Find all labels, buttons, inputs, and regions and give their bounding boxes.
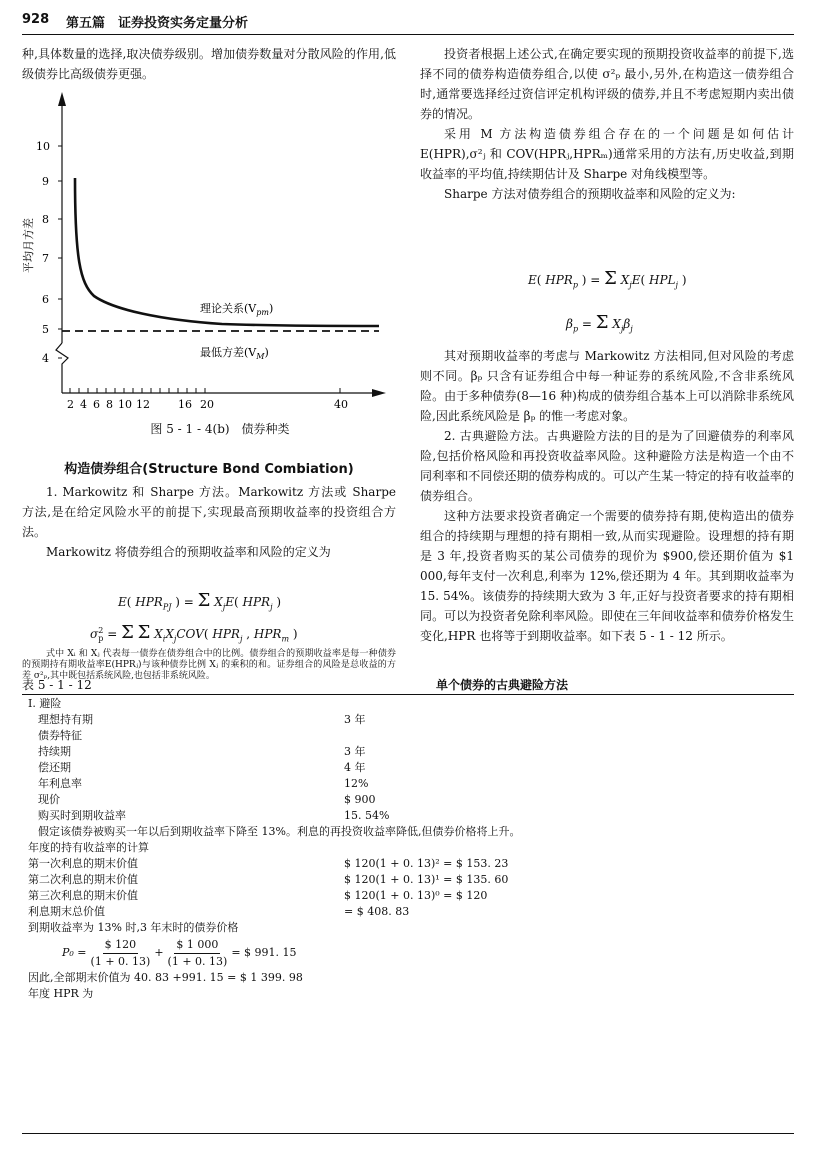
row-label: 持续期 [38, 745, 71, 758]
right-paragraph-3: Sharpe 方法对债券组合的预期收益率和风险的定义为: [444, 187, 736, 201]
formula-sharpe-beta: $\beta_p = \Sigma$ $X_j\beta_j$ [566, 312, 633, 334]
formula-markowitz-return: E( $HPR_{PJ}$ ) = Σ $X_jE$( $HPR_j$ ) [118, 590, 282, 612]
row-value: $ 900 [344, 793, 376, 806]
x-tick-10: 10 [118, 398, 132, 411]
table-bottom-rule [22, 1133, 794, 1134]
x-tick-12: 12 [136, 398, 150, 411]
row-label: 假定该债券被购买一年以后到期收益率下降至 13%。利息的再投资收益率降低,但债券价格将上升。 [38, 825, 521, 838]
table-row [22, 728, 794, 744]
row-value: 3 年 [344, 713, 366, 726]
table-row [22, 840, 794, 856]
table-label: 表 5 - 1 - 12 [22, 678, 92, 692]
left-paragraph-3: 式中 Xᵢ 和 Xⱼ 代表每一债券在债券组合中的比例。债券组合的预期收益率是每一种债券的预期持有期收益率E(HPRⱼ)与该种债券比例 Xⱼ 的乘积的和。证券组合的风险是总收益的方差 σ²ₚ,其中既包括系统风险,也包括非系统风险。 [22, 649, 396, 681]
row-label: 第三次利息的期末价值 [28, 889, 138, 902]
x-tick-16: 16 [178, 398, 192, 411]
table-row [22, 986, 794, 1002]
page-number: 928 [22, 12, 50, 27]
markowitz-def-paragraph: Markowitz 将债券组合的预期收益率和风险的定义为 [46, 545, 331, 559]
table-row [22, 824, 794, 840]
x-tick-4: 4 [80, 398, 87, 411]
right-paragraph-4: 其对预期收益率的考虑与 Markowitz 方法相同,但对风险的考虑则不同。βₚ 只含有证券组合中每一种证券的系统风险,不含非系统风险。由于多种债券(8—16 种)构成的债券组合基本上可以消除非系统风险,因此系统风险是 βₚ 的惟一考虑对象。 [420, 349, 794, 423]
table-row [22, 920, 794, 936]
right-paragraph-1: 投资者根据上述公式,在确定要实现的预期投资收益率的前提下,选择不同的债券构造债券组合,以使 σ²ₚ 最小,另外,在构造这一债券组合时,通常要选择经过资信评定机构评级的债券,并且不考虑短期内卖出债券的情况。 [420, 47, 794, 121]
y-axis-break-icon [56, 343, 68, 393]
left-body [22, 456, 396, 562]
table-row [22, 888, 794, 904]
p0-frac-2: $\frac{\$ 1 000}{(1 + 0. 13)}$ [167, 937, 228, 968]
x-tick-2: 2 [67, 398, 74, 411]
variance-figure [22, 88, 396, 418]
row-label: 到期收益率为 13% 时,3 年末时的债券价格 [28, 921, 239, 934]
y-ticks [36, 140, 62, 365]
table-row [22, 696, 794, 712]
figure-caption: 图 5 - 1 - 4(b) 债券种类 [150, 422, 290, 436]
right-paragraph-5: 2. 古典避险方法。古典避险方法的目的是为了回避债券的利率风险,包括价格风险和再投资收益率风险。这种避险方法是构造一个由不同利率和不同偿还期的债券构成的。可以产生某一特定的持有收益率的债券组合。 [420, 429, 794, 503]
row-value: $ 120(1 + 0. 13)² = $ 153. 23 [344, 857, 509, 870]
y-tick-5: 5 [42, 323, 49, 336]
x-tick-6: 6 [93, 398, 100, 411]
x-tick-8: 8 [106, 398, 113, 411]
table-row [22, 970, 794, 986]
table-row [22, 712, 794, 728]
section-title: 构造债券组合(Structure Bond Combiation) [64, 462, 354, 477]
row-value: = $ 408. 83 [344, 905, 410, 918]
y-axis-arrow-icon [58, 92, 66, 106]
row-label: 年度的持有收益率的计算 [28, 841, 149, 854]
p0-formula: P₀ = $\frac{\$ 120}{(1 + 0. 13)}$ + $\frac{\$ 1 000}{(1 + 0. 13)}$ = $ 991. 15 [62, 937, 297, 968]
row-label: 年度 HPR 为 [28, 987, 94, 1000]
row-value: $ 120(1 + 0. 13)⁰ = $ 120 [344, 889, 488, 902]
row-label: 购买时到期收益率 [38, 809, 126, 822]
row-label: 第二次利息的期末价值 [28, 873, 138, 886]
row-value: $ 120(1 + 0. 13)¹ = $ 135. 60 [344, 873, 509, 886]
y-tick-9: 9 [42, 175, 49, 188]
min-variance-label: 最低方差$(V_M)$ [200, 346, 269, 361]
table-body [22, 696, 794, 1002]
running-header [22, 12, 794, 35]
table-row [22, 792, 794, 808]
row-label: 年利息率 [38, 777, 82, 790]
y-axis-label: 平均月方差 [22, 218, 35, 273]
table-row [22, 808, 794, 824]
row-label: 因此,全部期末价值为 40. 83 +991. 15 = $ 1 399. 98 [28, 971, 303, 984]
right-paragraph-6: 这种方法要求投资者确定一个需要的债券持有期,使构造出的债券组合的持续期与理想的持有期相一致,从而实现避险。设理想的持有期是 3 年,投资者购买的某公司债券的现价为 $900,偿还期价值为 $1 000,每年支付一次利息,利率为 12%,偿还期为 4 年。其到期收益率为 15. 54%。该债券的持续期大致为 3 年,正好与投资者要求的持有期相同。可以为投资者免除利率风险。即使在三年间收益率和债券价格发生变化,HPR 也将等于到期收益率。如下表 5 - 1 - 12 所示。 [420, 509, 794, 643]
row-value: 4 年 [344, 761, 366, 774]
y-tick-10: 10 [36, 140, 50, 153]
row-label: 理想持有期 [38, 713, 93, 726]
table-title: 单个债券的古典避险方法 [435, 678, 568, 692]
y-tick-8: 8 [42, 213, 49, 226]
row-label: 现价 [38, 793, 60, 806]
x-tick-20: 20 [200, 398, 214, 411]
p0-lhs: P₀ = [62, 946, 87, 959]
x-tick-40: 40 [334, 398, 348, 411]
theory-label: 理论关系$(V_{pm})$ [200, 302, 274, 317]
formula-markowitz-risk: $\sigma^2_p = \Sigma$ Σ $X_iX_jCOV$( $HPR_j$ , $HPR_m$ ) [90, 622, 298, 644]
right-top [420, 44, 794, 204]
formula-sharpe-return: E( $HPR_p$ ) = Σ $X_jE$( $HPL_j$ ) [528, 268, 687, 290]
p0-result: = $ 991. 15 [231, 946, 297, 959]
table-row [22, 856, 794, 872]
x-axis-arrow-icon [372, 389, 386, 397]
x-ticks [70, 388, 340, 393]
row-label: 利息期末总价值 [28, 905, 105, 918]
row-label: 第一次利息的期末价值 [28, 857, 138, 870]
y-tick-4: 4 [42, 352, 49, 365]
table-row [22, 776, 794, 792]
left-intro [22, 44, 396, 84]
table-row [22, 904, 794, 920]
row-value: 3 年 [344, 745, 366, 758]
row-value: 12% [344, 777, 369, 790]
right-bottom [420, 346, 794, 646]
table-row [22, 744, 794, 760]
header-title: 第五篇 证券投资实务定量分析 [66, 16, 249, 31]
intro-paragraph: 种,具体数量的选择,取决债券级别。增加债券数量对分散风险的作用,低级债券比高级债券更强。 [22, 47, 396, 81]
row-label: I. 避险 [28, 697, 62, 710]
row-label: 债券特征 [38, 729, 82, 742]
row-value: 15. 54% [344, 809, 390, 822]
row-label: 偿还期 [38, 761, 71, 774]
y-tick-6: 6 [42, 293, 49, 306]
table-row [22, 872, 794, 888]
markowitz-paragraph: 1. Markowitz 和 Sharpe 方法。Markowitz 方法或 Sharpe 方法,是在给定风险水平的前提下,实现最高预期收益率的投资组合方法。 [22, 485, 396, 539]
table-row [22, 760, 794, 776]
right-paragraph-2: 采用 M 方法构造债券组合存在的一个问题是如何估计 E(HPR),σ²ⱼ 和 COV(HPRⱼ,HPRₘ)通常采用的方法有,历史收益,到期收益率的平均值,持续期估计及 Sharpe 对角线模型等。 [420, 127, 794, 181]
y-tick-7: 7 [42, 252, 49, 265]
p0-frac-1: $\frac{\$ 120}{(1 + 0. 13)}$ [90, 937, 151, 968]
